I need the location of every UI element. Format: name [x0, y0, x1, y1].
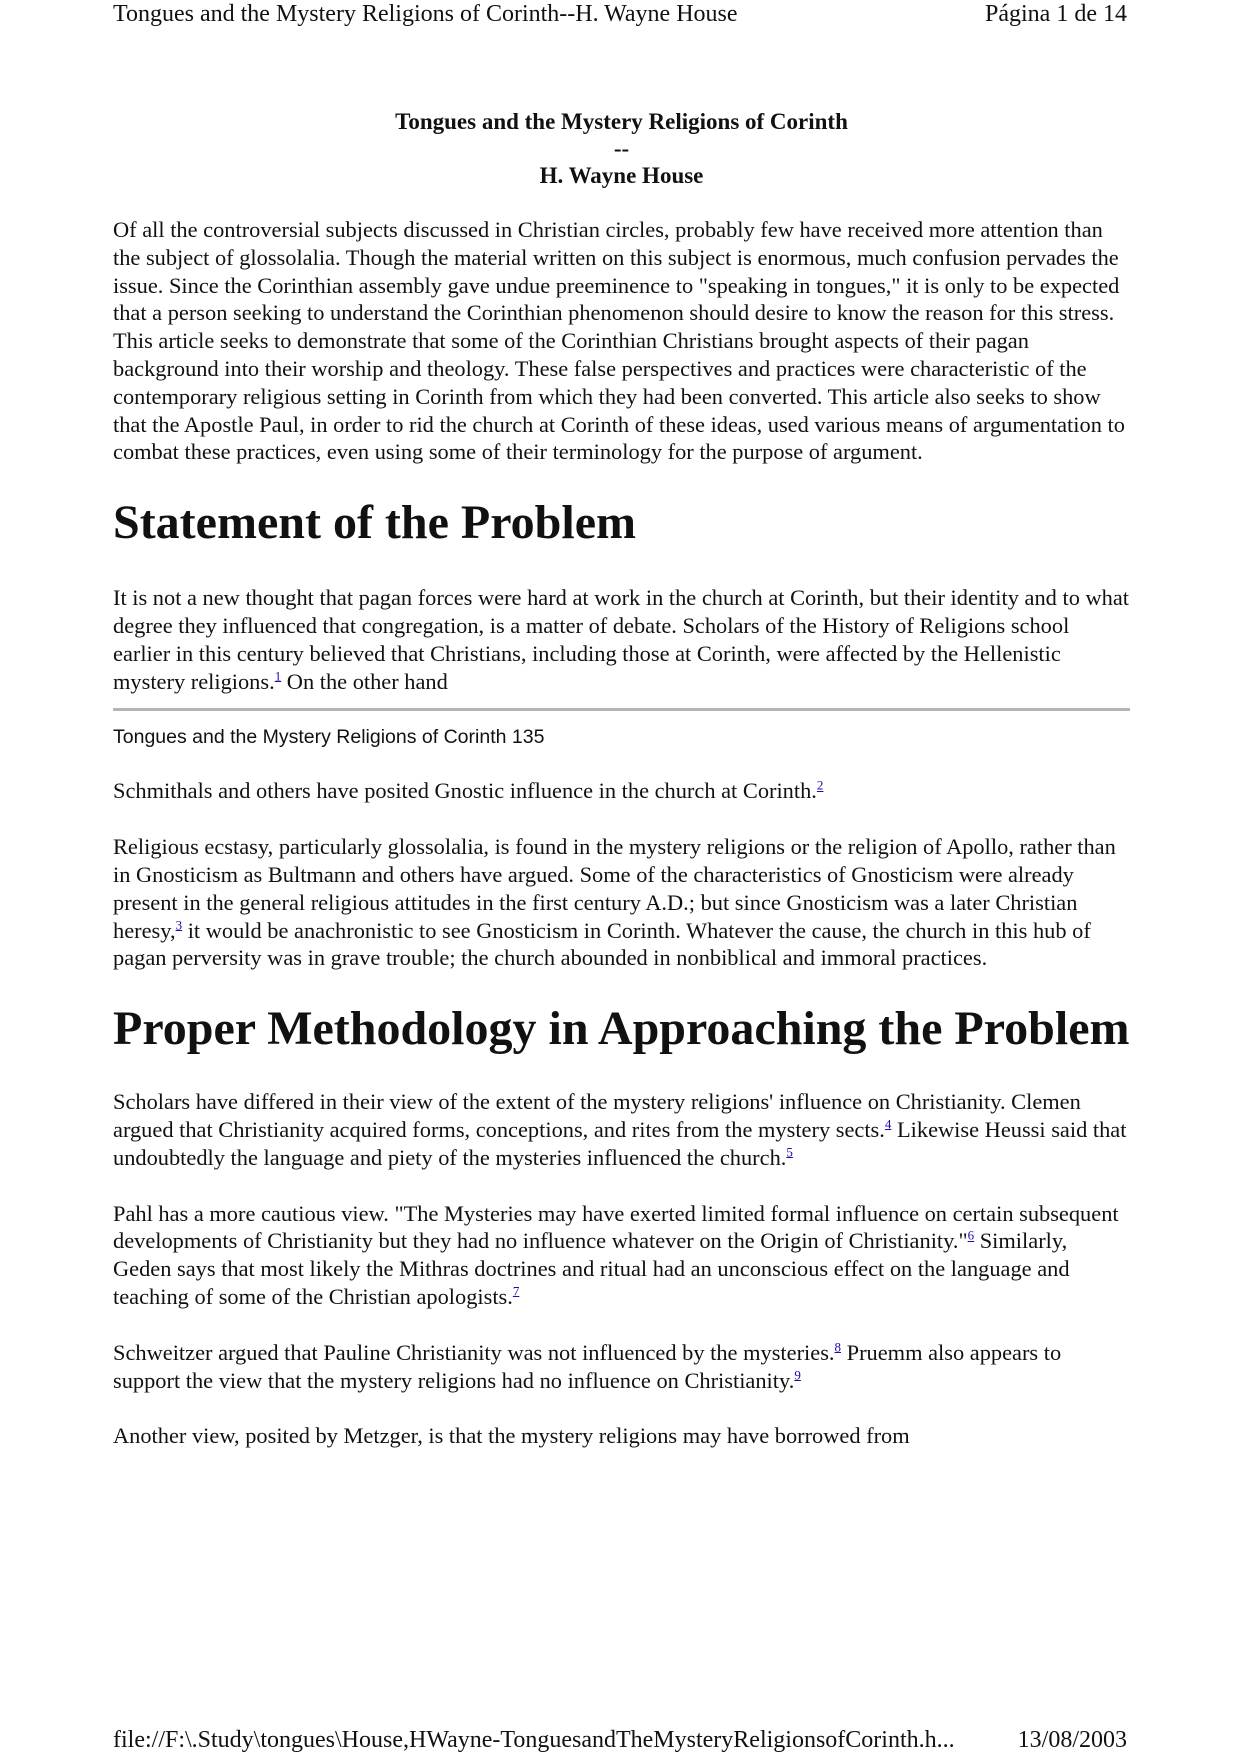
article-author: H. Wayne House	[539, 163, 704, 188]
footnote-link-9[interactable]: 9	[794, 1367, 801, 1383]
paragraph-methodology-4: Another view, posited by Metzger, is that the mystery religions may have borrowed from	[113, 1423, 910, 1449]
footnote-link-5[interactable]: 5	[786, 1144, 793, 1160]
paragraph-methodology-1: Scholars have differed in their view of the extent of the mystery religions' influence on Christianity. Clemen argued that Christianity acquired forms, conceptions, and rites from the mystery sects.$^4$ Likewise Heussi said that undoubtedly the language and piety of the mysteries influenced the church.$^5$	[113, 1089, 1127, 1170]
footnote-link-3[interactable]: 3	[175, 917, 183, 933]
paragraph-methodology-2: Pahl has a more cautious view. "The Mysteries may have exerted limited formal influence on certain subsequent developments of Christianity but they had no influence whatever on the Origin of Christianity."$^6$ Similarly, Geden says that most likely the Mithras doctrines and ritual had an unconscious effect on the language and teaching of some of the Christian apologists.$^7$	[113, 1200, 1119, 1309]
footnote-ref-7[interactable]	[513, 1283, 520, 1298]
footnote-ref-9[interactable]	[794, 1367, 801, 1382]
footnote-link-7[interactable]: 7	[512, 1283, 520, 1299]
article-title-block	[113, 108, 1130, 189]
print-header	[113, 0, 1127, 30]
title-separator: --	[613, 136, 630, 161]
footnote-link-6[interactable]: 6	[967, 1227, 975, 1243]
footnote-link-4[interactable]: 4	[884, 1116, 892, 1132]
intro-paragraph: Of all the controversial subjects discussed in Christian circles, probably few have received more attention than the subject of glossolalia. Though the material written on this subject is enormous, much confusion pervades the issue. Since the Corinthian assembly gave undue preeminence to "speaking in tongues," it is only to be expected that a person seeking to understand the Corinthian phenomenon should desire to know the reason for this stress. This article seeks to demonstrate that some of the Corinthian Christians brought aspects of their pagan background into their worship and theology. These false perspectives and practices were characteristic of the contemporary religious setting in Corinth from which they had been converted. This article also seeks to show that the Apostle Paul, in order to rid the church at Corinth of these ideas, used various means of argumentation to combat these practices, even using some of their terminology for the purpose of argument.	[113, 217, 1125, 465]
paragraph-methodology-3: Schweitzer argued that Pauline Christianity was not influenced by the mysteries.$^8$ Pruemm also appears to support the view that the mystery religions had no influence on Christianity.$^9$	[113, 1339, 1062, 1393]
section-heading-statement: Statement of the Problem	[113, 496, 636, 550]
header-page-number: Página 1 de 14	[985, 1, 1127, 27]
header-title: Tongues and the Mystery Religions of Corinth--H. Wayne House	[113, 1, 738, 27]
print-footer	[113, 1726, 1127, 1755]
article-title: Tongues and the Mystery Religions of Corinth	[395, 109, 848, 134]
footer-date: 13/08/2003	[1017, 1727, 1127, 1753]
running-head: Tongues and the Mystery Religions of Corinth 135	[113, 726, 545, 749]
footnote-link-8[interactable]: 8	[834, 1339, 842, 1355]
page-break-rule	[113, 708, 1130, 711]
paragraph-statement-1: It is not a new thought that pagan forces were hard at work in the church at Corinth, but their identity and to what degree they influenced that congregation, is a matter of debate. Scholars of the History of Religions school earlier in this century believed that Christians, including those at Corinth, were affected by the Hellenistic mystery religions.$^1$ On the other hand	[113, 585, 1130, 694]
footnote-ref-2[interactable]	[817, 778, 824, 793]
paragraph-statement-2: Schmithals and others have posited Gnostic influence in the church at Corinth.$^2$	[113, 777, 824, 804]
footer-file-path: file://F:\.Study\tongues\House,HWayne-TonguesandTheMysteryReligionsofCorinth.h...	[113, 1727, 955, 1753]
article-body	[113, 108, 1130, 1450]
section-heading-methodology: Proper Methodology in Approaching the Problem	[113, 1002, 1130, 1056]
footnote-ref-5[interactable]	[786, 1144, 793, 1159]
paragraph-statement-3: Religious ecstasy, particularly glossolalia, is found in the mystery religions or the religion of Apollo, rather than in Gnosticism as Bultmann and others have argued. Some of the characteristics of Gnosticism were already present in the general religious attitudes in the first century A.D.; but since Gnosticism was a later Christian heresy,$^3$ it would be anachronistic to see Gnosticism in Corinth. Whatever the cause, the church in this hub of pagan perversity was in grave trouble; the church abounded in nonbiblical and immoral practices.	[113, 834, 1116, 971]
footnote-link-2[interactable]: 2	[816, 777, 824, 793]
footnote-link-1[interactable]: 1	[274, 668, 282, 684]
